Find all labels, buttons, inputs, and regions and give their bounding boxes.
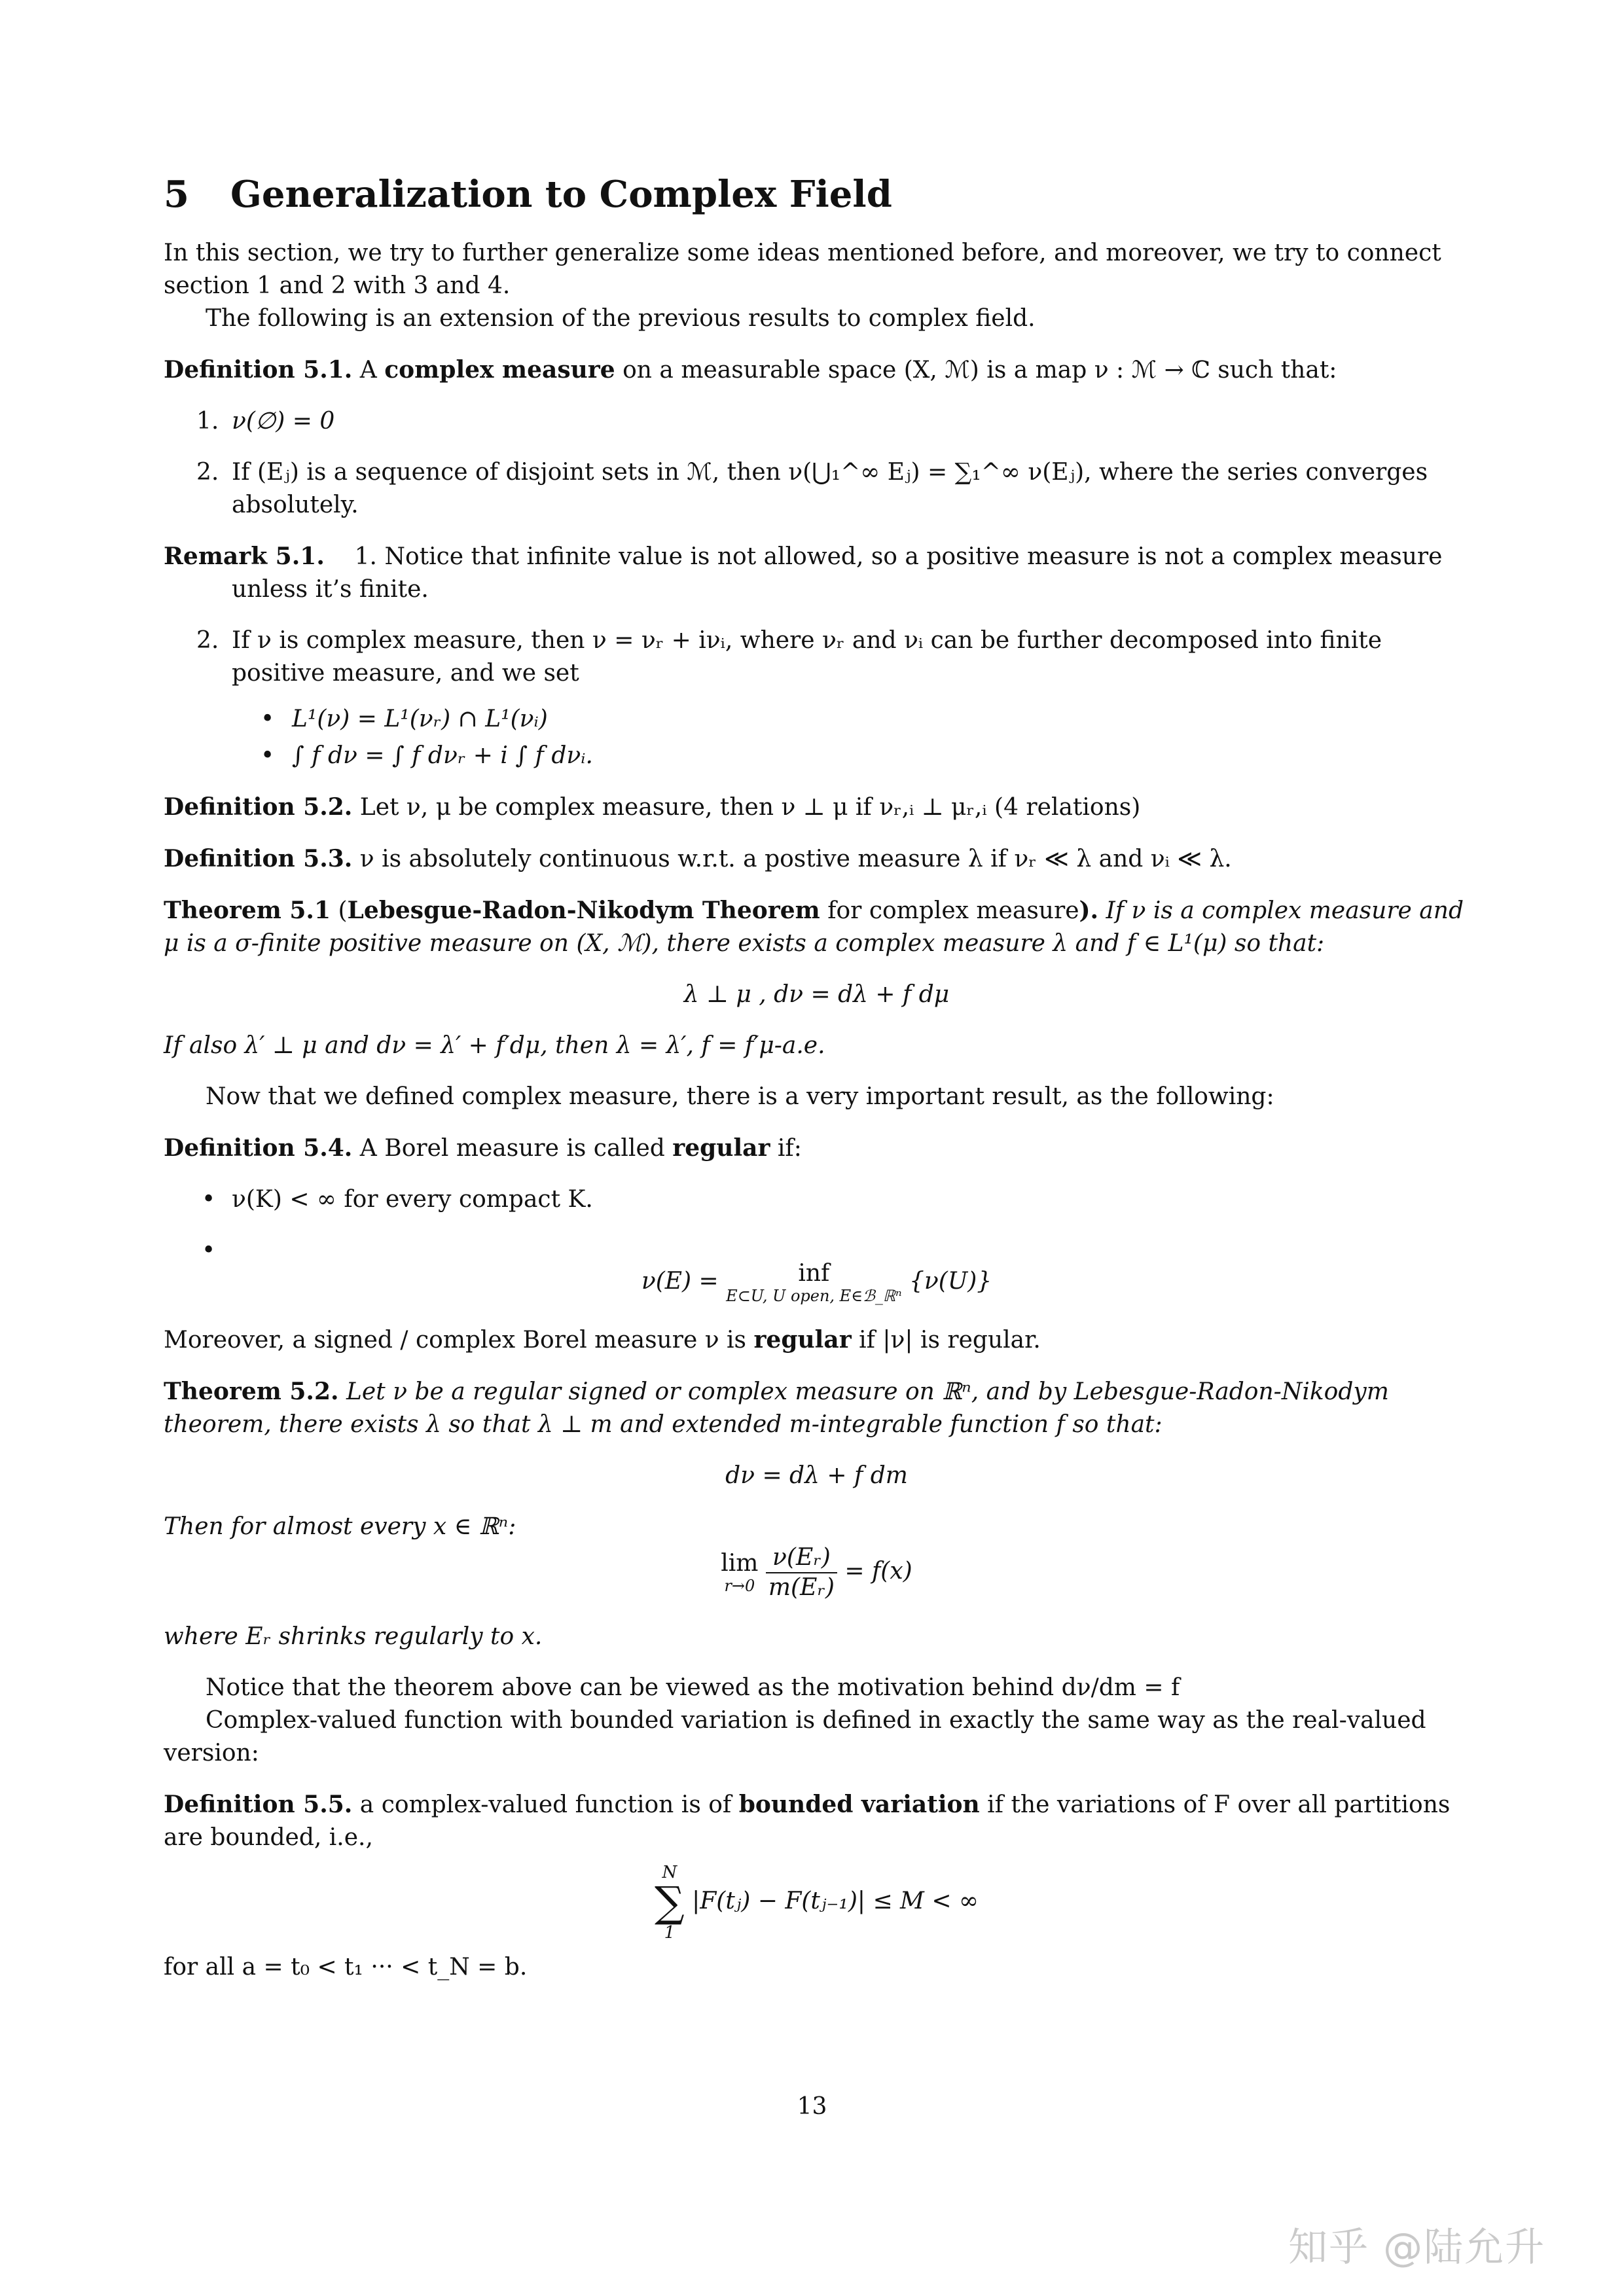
list-text: Notice that infinite value is not allowed, so a positive measure is not a complex measure unless it’s finite.	[232, 543, 1443, 603]
list-text: If ν is complex measure, then ν = νᵣ + iνᵢ, where νᵣ and νᵢ can be further decomposed into finite positive measure, and we set	[232, 627, 1382, 687]
theorem-where: where Eᵣ shrinks regularly to x.	[164, 1623, 543, 1650]
definition-term: complex measure	[384, 356, 615, 384]
fraction-numerator: ν(Eᵣ)	[766, 1543, 837, 1573]
regular-signed-note	[164, 1323, 1470, 1357]
list-marker: 2.	[196, 627, 219, 654]
theorem-5-2	[164, 1375, 1470, 1441]
display-equation	[164, 1261, 1470, 1305]
list-text: ν(K) < ∞ for every compact K.	[232, 1186, 593, 1213]
theorem-then: Then for almost every x ∈ ℝⁿ:	[164, 1513, 516, 1540]
list-marker: 2.	[196, 459, 219, 486]
list-item	[164, 405, 1470, 438]
partition-condition: for all a = t₀ < t₁ ··· < t_N = b.	[164, 1954, 528, 1981]
theorem-statement: Let ν be a regular signed or complex measure on ℝⁿ, and by Lebesgue-Radon-Nikodym theorem, there exists λ so that λ ⊥ m and extended m-integrable function f so that:	[164, 1378, 1389, 1438]
equation-rhs: |F(tⱼ) − F(tⱼ₋₁)| ≤ M < ∞	[692, 1888, 979, 1914]
definition-term: bounded variation	[738, 1791, 980, 1818]
bullet-mark: •	[202, 1186, 216, 1213]
note-text: Moreover, a signed / complex Borel measure ν is	[164, 1327, 747, 1354]
theorem-label: Theorem 5.1	[164, 897, 331, 924]
display-equation: dν = dλ + f dm	[725, 1462, 908, 1489]
display-equation: λ ⊥ μ , dν = dλ + f dμ	[683, 981, 950, 1008]
sum-upper: N	[662, 1863, 677, 1882]
definition-label: Definition 5.1.	[164, 356, 353, 384]
theorem-5-1	[164, 894, 1470, 960]
remark-5-1-list	[164, 624, 1470, 690]
transition-text: Now that we defined complex measure, there is a very important result, as the following:	[206, 1083, 1274, 1110]
list-item	[164, 703, 1470, 736]
sum-lower: 1	[664, 1923, 676, 1943]
list-text: ν(∅) = 0	[232, 408, 335, 435]
operator-name: lim	[721, 1550, 759, 1577]
intro-paragraph-1: In this section, we try to further generalize some ideas mentioned before, and moreover, we try to connect section 1 and 2 with 3 and 4.	[164, 240, 1441, 299]
definition-text: A Borel measure is called	[359, 1135, 665, 1162]
operator-subscript: r→0	[724, 1577, 755, 1595]
display-equation-sum	[164, 1863, 1470, 1942]
section-heading	[164, 171, 1470, 217]
definition-5-3	[164, 842, 1470, 876]
section-title: Generalization to Complex Field	[230, 173, 892, 216]
theorem-name-rest: for complex measure	[827, 897, 1079, 924]
definition-5-1-list	[164, 405, 1470, 522]
bullet-mark: •	[202, 1237, 216, 1264]
infimum-operator	[726, 1261, 901, 1305]
theorem-uniqueness: If also λ′ ⊥ μ and dν = λ′ + f′dμ, then λ = λ′, f = f′μ-a.e.	[164, 1032, 825, 1059]
intro-paragraph-2: The following is an extension of the previous results to complex field.	[206, 305, 1036, 332]
page-number: 13	[797, 2093, 827, 2120]
list-item	[164, 1183, 1470, 1216]
definition-label: Definition 5.2.	[164, 793, 353, 821]
list-marker: 1.	[354, 543, 377, 570]
list-item	[164, 456, 1470, 522]
definition-text: a complex-valued function is of	[359, 1791, 732, 1818]
page-body	[164, 171, 1470, 1984]
list-text: L¹(ν) = L¹(νᵣ) ∩ L¹(νᵢ)	[292, 706, 548, 732]
definition-term: regular	[672, 1134, 770, 1162]
theorem-label: Theorem 5.2.	[164, 1378, 339, 1405]
list-item	[164, 624, 1470, 690]
list-item	[164, 1234, 1470, 1267]
display-equation-limit	[164, 1543, 1470, 1602]
definition-text: if:	[777, 1135, 802, 1162]
operator-name: inf	[798, 1260, 830, 1287]
equation-rhs: {ν(U)}	[909, 1268, 992, 1295]
theorem-statement: If ν is a complex measure and μ is a σ-finite positive measure on (X, ℳ), there exists a complex measure λ and f ∈ L¹(μ) so that:	[164, 897, 1464, 957]
watermark: 知乎 @陆允升	[1288, 2225, 1546, 2270]
definition-text: if the variations of F over all partitions are bounded, i.e.,	[164, 1791, 1451, 1851]
note-term: regular	[753, 1326, 852, 1354]
definition-label: Definition 5.5.	[164, 1791, 353, 1818]
theorem-name: Lebesgue-Radon-Nikodym Theorem	[347, 897, 820, 924]
definition-5-4-bullets	[164, 1183, 1470, 1267]
theorem-paren: (	[338, 897, 348, 924]
definition-label: Definition 5.3.	[164, 845, 353, 872]
definition-text: ν is absolutely continuous w.r.t. a postive measure λ if νᵣ ≪ λ and νᵢ ≪ λ.	[359, 846, 1232, 872]
sum-symbol: ∑	[655, 1878, 685, 1927]
fraction	[766, 1543, 837, 1602]
definition-5-2	[164, 791, 1470, 824]
definition-text: on a measurable space (X, ℳ) is a map ν : ℳ → ℂ such that:	[623, 357, 1337, 384]
limit-operator	[721, 1551, 758, 1595]
remark-5-1	[164, 540, 1470, 606]
operator-subscript: E⊂U, U open, E∈ℬ_ℝⁿ	[726, 1287, 902, 1305]
remark-5-1-bullets	[164, 703, 1470, 772]
definition-5-1	[164, 353, 1470, 387]
note-paragraph-1: Notice that the theorem above can be viewed as the motivation behind dν/dm = f	[206, 1674, 1180, 1701]
fraction-denominator: m(Eᵣ)	[768, 1574, 835, 1601]
list-text: ∫ f dν = ∫ f dνᵣ + i ∫ f dνᵢ.	[292, 742, 593, 769]
list-text: If (Eⱼ) is a sequence of disjoint sets in ℳ, then ν(⋃₁^∞ Eⱼ) = ∑₁^∞ ν(Eⱼ), where the series converges absolutely.	[232, 459, 1428, 518]
bullet-mark: •	[261, 706, 275, 732]
note-text: if |ν| is regular.	[859, 1327, 1041, 1354]
definition-5-5	[164, 1788, 1470, 1854]
remark-label: Remark 5.1.	[164, 543, 325, 570]
list-item	[164, 740, 1470, 772]
bullet-mark: •	[261, 742, 275, 769]
equation-rhs: = f(x)	[844, 1558, 912, 1585]
definition-5-4	[164, 1132, 1470, 1165]
note-paragraph-2: Complex-valued function with bounded variation is defined in exactly the same way as the real-valued version:	[164, 1707, 1426, 1767]
definition-text: Let ν, μ be complex measure, then ν ⊥ μ if νᵣ,ᵢ ⊥ μᵣ,ᵢ (4 relations)	[359, 794, 1141, 821]
section-number: 5	[164, 173, 189, 216]
equation-lhs: ν(E) =	[641, 1268, 719, 1295]
definition-label: Definition 5.4.	[164, 1134, 353, 1162]
list-marker: 1.	[196, 408, 219, 435]
summation	[655, 1863, 685, 1942]
theorem-paren: ).	[1079, 897, 1099, 924]
definition-text: A	[359, 357, 377, 384]
